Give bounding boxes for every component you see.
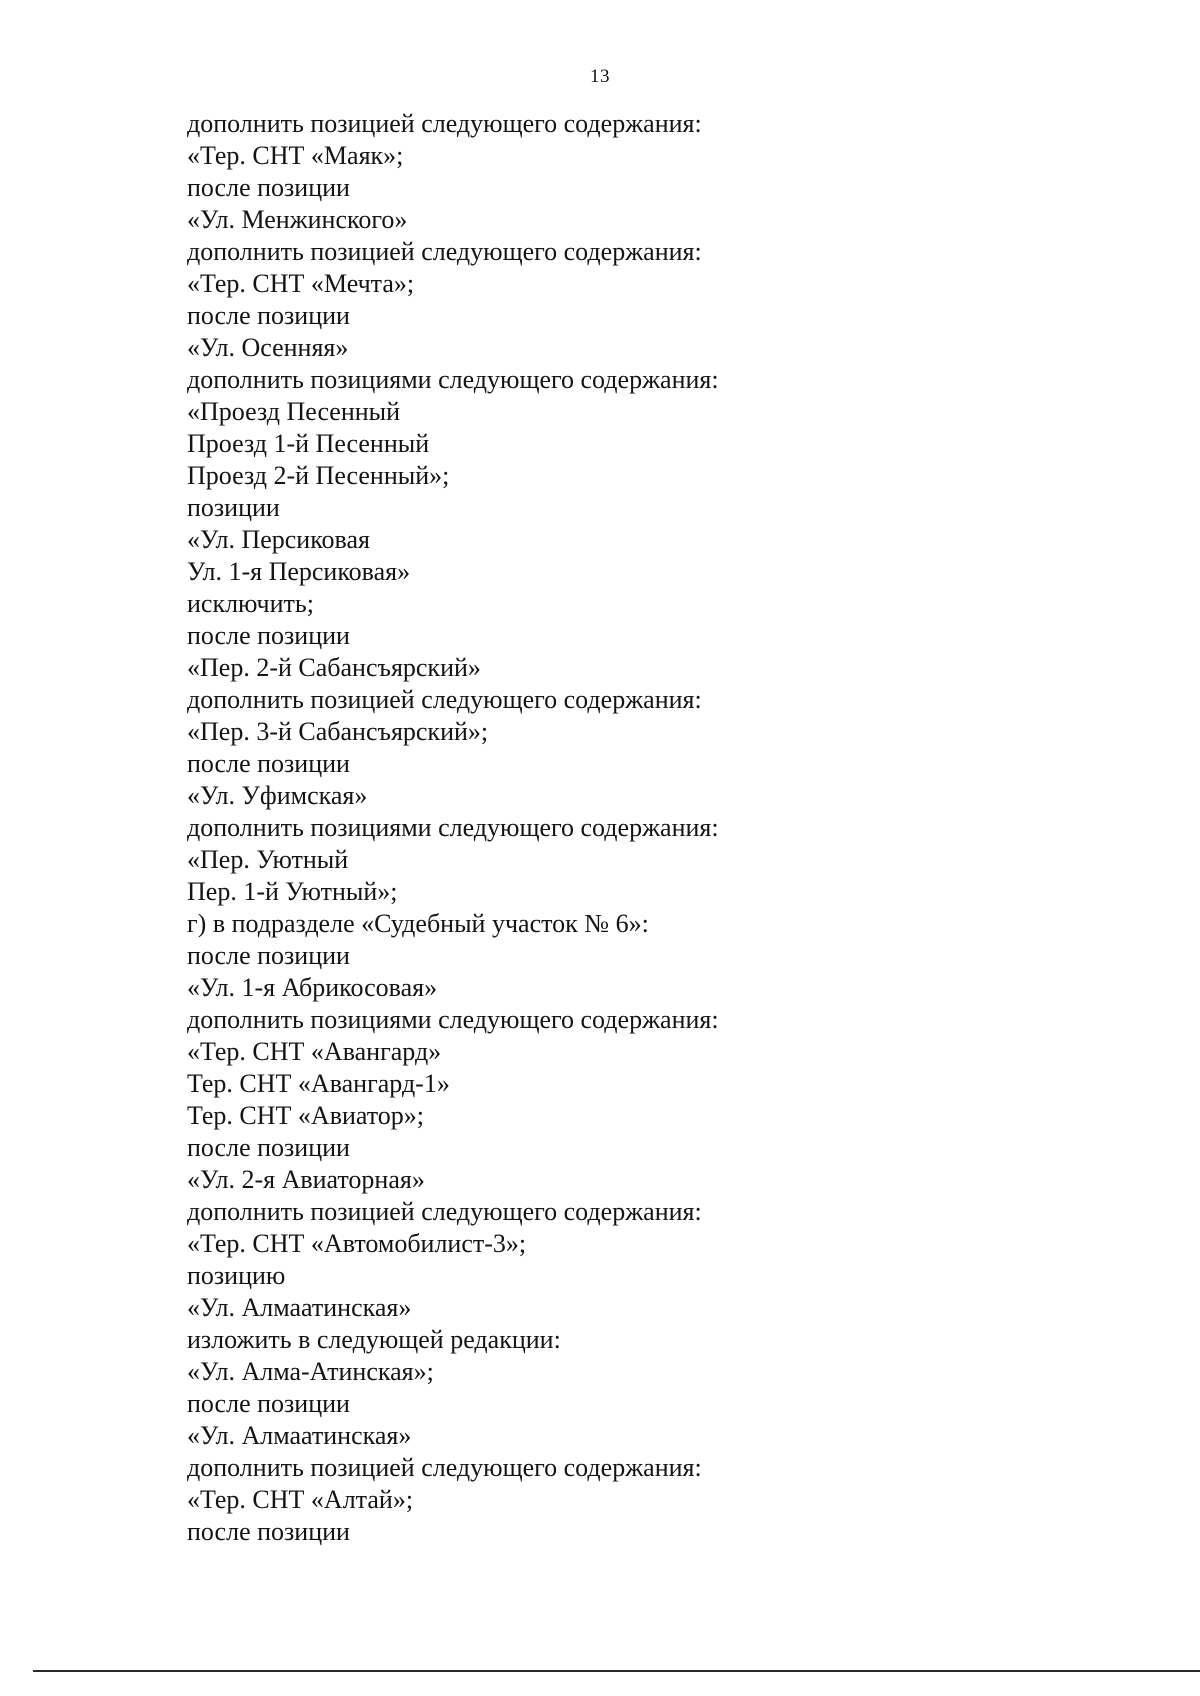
text-line: дополнить позициями следующего содержания: bbox=[187, 813, 719, 842]
text-line: после позиции bbox=[187, 621, 350, 650]
text-line: дополнить позицией следующего содержания: bbox=[187, 237, 702, 266]
text-line: Тер. СНТ «Авангард-1» bbox=[187, 1069, 450, 1098]
text-line: г) в подразделе «Судебный участок № 6»: bbox=[187, 909, 649, 938]
text-line: «Ул. Менжинского» bbox=[187, 205, 408, 234]
text-line: после позиции bbox=[187, 301, 350, 330]
text-line: Ул. 1-я Персиковая» bbox=[187, 557, 411, 586]
text-line: «Пер. 3-й Сабансъярский»; bbox=[187, 717, 489, 746]
text-line: «Пер. 2-й Сабансъярский» bbox=[187, 653, 481, 682]
text-line: дополнить позициями следующего содержания: bbox=[187, 1005, 719, 1034]
text-line: «Пер. Уютный bbox=[187, 845, 349, 874]
text-line: после позиции bbox=[187, 1133, 350, 1162]
footer-divider bbox=[33, 1670, 1200, 1672]
text-line: дополнить позицией следующего содержания: bbox=[187, 1197, 702, 1226]
text-line: после позиции bbox=[187, 173, 350, 202]
text-line: «Проезд Песенный bbox=[187, 397, 401, 426]
text-line: «Ул. Осенняя» bbox=[187, 333, 349, 362]
text-line: после позиции bbox=[187, 941, 350, 970]
page-number: 13 bbox=[590, 66, 610, 87]
document-body bbox=[187, 108, 1087, 1548]
text-line: Проезд 2-й Песенный»; bbox=[187, 461, 450, 490]
text-line: дополнить позициями следующего содержания: bbox=[187, 365, 719, 394]
text-line: Проезд 1-й Песенный bbox=[187, 429, 430, 458]
text-line: «Тер. СНТ «Автомобилист-3»; bbox=[187, 1229, 527, 1258]
text-line: Пер. 1-й Уютный»; bbox=[187, 877, 398, 906]
text-line: позицию bbox=[187, 1261, 286, 1290]
text-line: «Тер. СНТ «Авангард» bbox=[187, 1037, 442, 1066]
text-line: после позиции bbox=[187, 1389, 350, 1418]
text-line: после позиции bbox=[187, 749, 350, 778]
text-line: после позиции bbox=[187, 1517, 350, 1546]
text-line: «Ул. Алмаатинская» bbox=[187, 1421, 412, 1450]
text-line: дополнить позицией следующего содержания: bbox=[187, 1453, 702, 1482]
text-line: «Ул. 1-я Абрикосовая» bbox=[187, 973, 438, 1002]
text-line: «Тер. СНТ «Маяк»; bbox=[187, 141, 404, 170]
text-line: дополнить позицией следующего содержания: bbox=[187, 685, 702, 714]
text-line: «Ул. Алмаатинская» bbox=[187, 1293, 412, 1322]
text-line: «Ул. Уфимская» bbox=[187, 781, 368, 810]
text-line: исключить; bbox=[187, 589, 314, 618]
text-line: позиции bbox=[187, 493, 280, 522]
text-line: «Тер. СНТ «Мечта»; bbox=[187, 269, 415, 298]
text-line: изложить в следующей редакции: bbox=[187, 1325, 561, 1354]
text-line: дополнить позицией следующего содержания: bbox=[187, 109, 702, 138]
text-line: «Ул. 2-я Авиаторная» bbox=[187, 1165, 425, 1194]
text-line: «Ул. Алма-Атинская»; bbox=[187, 1357, 434, 1386]
text-line: Тер. СНТ «Авиатор»; bbox=[187, 1101, 425, 1130]
text-line: «Тер. СНТ «Алтай»; bbox=[187, 1485, 414, 1514]
text-line: «Ул. Персиковая bbox=[187, 525, 370, 554]
